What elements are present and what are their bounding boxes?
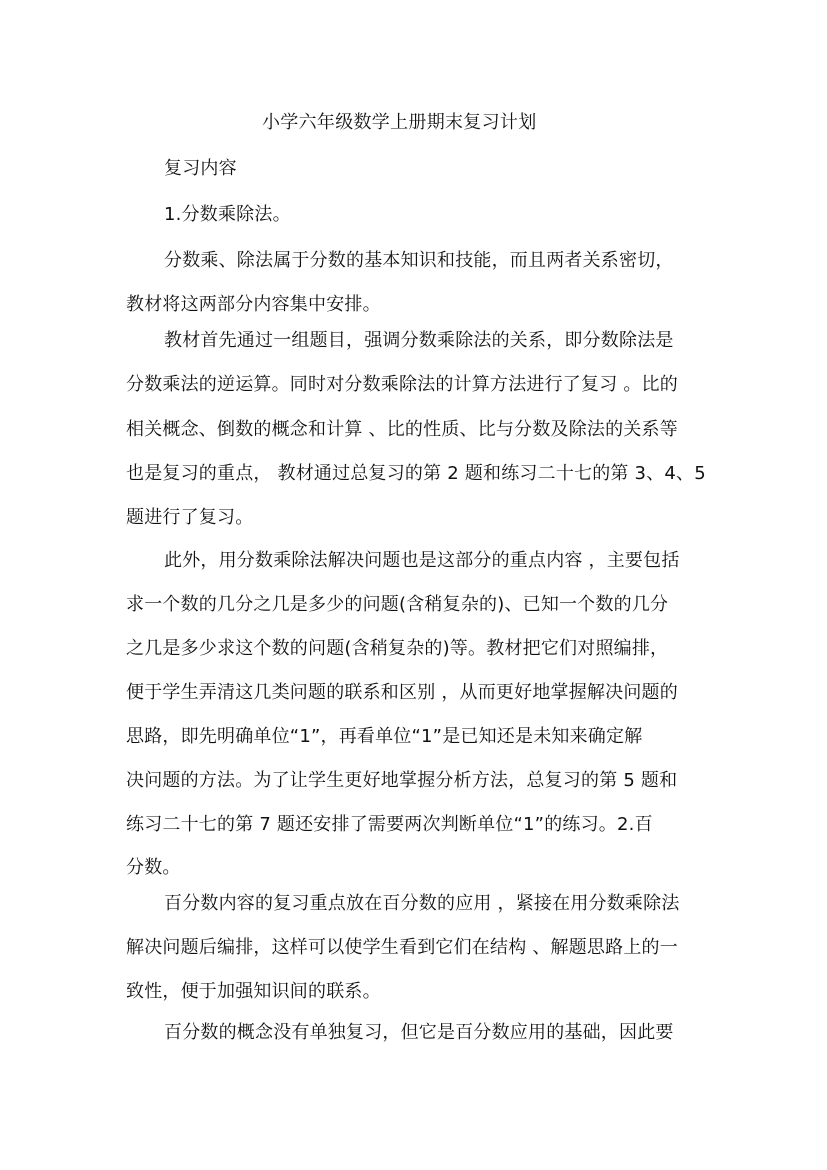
paragraph-4-line-2: 解决问题后编排，这样可以使学生看到它们在结构 、解题思路上的一 xyxy=(126,937,678,958)
paragraph-1-line-2: 教材将这两部分内容集中安排。 xyxy=(126,294,381,315)
paragraph-3-line-6: 决问题的方法。为了让学生更好地掌握分析方法，总复习的第 5 题和 xyxy=(126,770,678,791)
paragraph-3-line-1: 此外，用分数乘除法解决问题也是这部分的重点内容 ，主要包括 xyxy=(164,550,680,571)
paragraph-2-line-5: 题进行了复习。 xyxy=(126,507,254,528)
paragraph-3-line-2: 求一个数的几分之几是多少的问题(含稍复杂的)、已知一个数的几分 xyxy=(126,594,669,615)
paragraph-1-line-1: 分数乘、除法属于分数的基本知识和技能，而且两者关系密切， xyxy=(164,250,674,271)
paragraph-2-line-2: 分数乘法的逆运算。同时对分数乘除法的计算方法进行了复习 。比的 xyxy=(126,374,678,395)
paragraph-2-line-3: 相关概念、倒数的概念和计算 、比的性质、比与分数及除法的关系等 xyxy=(126,419,678,440)
section-heading-review-content: 复习内容 xyxy=(164,158,237,179)
paragraph-3-line-8: 分数。 xyxy=(126,857,181,878)
subheading-fraction-multiplication-division: 1.分数乘除法。 xyxy=(164,204,291,225)
paragraph-3-line-3: 之几是多少求这个数的问题(含稍复杂的)等。教材把它们对照编排， xyxy=(126,638,669,659)
paragraph-4-line-3: 致性，便于加强知识间的联系。 xyxy=(126,981,381,1002)
paragraph-3-line-7: 练习二十七的第 7 题还安排了需要两次判断单位“1”的练习。2.百 xyxy=(126,814,653,835)
paragraph-2-line-4: 也是复习的重点， 教材通过总复习的第 2 题和练习二十七的第 3、4、5 xyxy=(126,463,706,484)
paragraph-5-line-1: 百分数的概念没有单独复习，但它是百分数应用的基础，因此要 xyxy=(164,1022,674,1043)
paragraph-4-line-1: 百分数内容的复习重点放在百分数的应用 ，紧接在用分数乘除法 xyxy=(164,893,680,914)
paragraph-2-line-1: 教材首先通过一组题目，强调分数乘除法的关系，即分数除法是 xyxy=(164,330,674,351)
paragraph-3-line-5: 思路，即先明确单位“1”，再看单位“1”是已知还是未知来确定解 xyxy=(126,726,643,747)
paragraph-3-line-4: 便于学生弄清这几类问题的联系和区别 ，从而更好地掌握解决问题的 xyxy=(126,682,678,703)
document-title: 小学六年级数学上册期末复习计划 xyxy=(262,112,537,133)
